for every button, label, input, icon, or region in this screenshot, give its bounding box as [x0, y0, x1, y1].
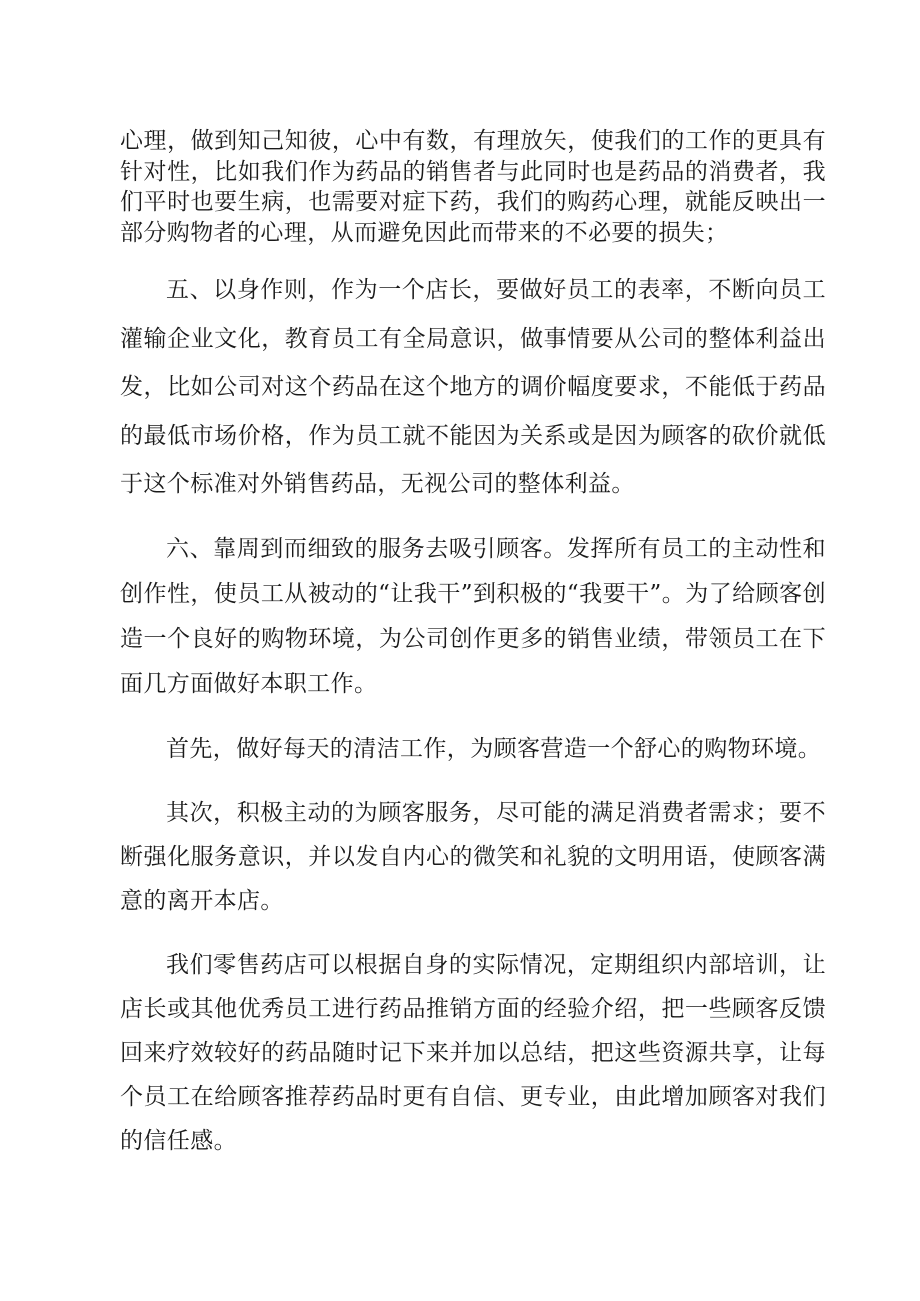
paragraph-training: 我们零售药店可以根据自身的实际情况，定期组织内部培训，让店长或其他优秀员工进行药品推销方面的经验介绍，把一些顾客反馈回来疗效较好的药品随时记下来并加以总结，把这些资源共享，让每个员工在给顾客推荐药品时更有自信、更专业，由此增加顾客对我们的信任感。 [120, 951, 826, 1154]
paragraph-five: 五、以身作则，作为一个店长，要做好员工的表率，不断向员工灌输企业文化，教育员工有全局意识，做事情要从公司的整体利益出发，比如公司对这个药品在这个地方的调价幅度要求，不能低于药品的最低市场价格，作为员工就不能因为关系或是因为顾客的砍价就低于这个标准对外销售药品，无视公司的整体利益。 [120, 277, 826, 497]
paragraph-six: 六、靠周到而细致的服务去吸引顾客。发挥所有员工的主动性和创作性，使员工从被动的“让我干”到积极的“我要干”。为了给顾客创造一个良好的购物环境，为公司创作更多的销售业绩，带领员工在下面几方面做好本职工作。 [120, 535, 826, 697]
paragraph-second: 其次，积极主动的为顾客服务，尽可能的满足消费者需求；要不断强化服务意识，并以发自内心的微笑和礼貌的文明用语，使顾客满意的离开本店。 [120, 799, 826, 914]
document-body [120, 126, 826, 1183]
paragraph-first: 首先，做好每天的清洁工作，为顾客营造一个舒心的购物环境。 [166, 735, 822, 762]
paragraph-continuation: 心理，做到知己知彼，心中有数，有理放矢，使我们的工作的更具有针对性，比如我们作为药品的销售者与此同时也是药品的消费者，我们平时也要生病，也需要对症下药，我们的购药心理，就能反映出一部分购物者的心理，从而避免因此而带来的不必要的损失； [120, 128, 826, 246]
